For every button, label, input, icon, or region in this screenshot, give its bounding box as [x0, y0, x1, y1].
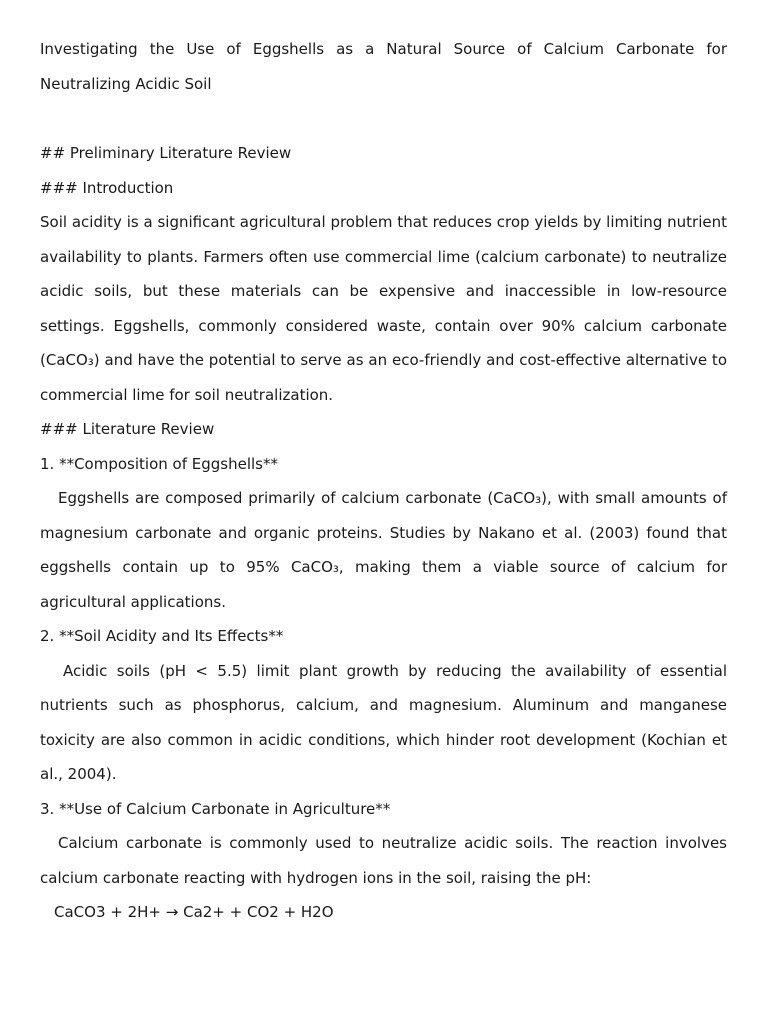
- section-3-heading: 3. **Use of Calcium Carbonate in Agriculture**: [40, 799, 391, 818]
- reaction-equation: CaCO3 + 2H+ → Ca2+ + CO2 + H2O: [54, 903, 334, 921]
- document-page: [40, 32, 727, 930]
- section-1-body: Eggshells are composed primarily of calcium carbonate (CaCO₃), with small amounts of magnesium carbonate and organic proteins. Studies by Nakano et al. (2003) found that eggshells contain up to 95% CaCO₃, making them a viable source of calcium for agricultural applications.: [40, 489, 727, 611]
- heading-literature-review: ### Literature Review: [40, 420, 215, 438]
- introduction-paragraph: Soil acidity is a significant agricultural problem that reduces crop yields by limiting nutrient availability to plants. Farmers often use commercial lime (calcium carbonate) to neutralize acidic soils, but these materials can be expensive and inaccessible in low-resource settings. Eggshells, commonly considered waste, contain over 90% calcium carbonate (CaCO₃) and have the potential to serve as an eco-friendly and cost-effective alternative to commercial lime for soil neutralization.: [40, 213, 727, 404]
- section-3-body: Calcium carbonate is commonly used to neutralize acidic soils. The reaction involves calcium carbonate reacting with hydrogen ions in the soil, raising the pH:: [40, 834, 727, 887]
- section-1-heading: 1. **Composition of Eggshells**: [40, 454, 278, 473]
- section-2-heading: 2. **Soil Acidity and Its Effects**: [40, 627, 284, 645]
- document-title: Investigating the Use of Eggshells as a Natural Source of Calcium Carbonate for Neutralizing Acidic Soil: [40, 40, 727, 93]
- heading-preliminary-literature-review: ## Preliminary Literature Review: [40, 144, 292, 162]
- heading-introduction: ### Introduction: [40, 178, 174, 197]
- section-2-body: Acidic soils (pH < 5.5) limit plant growth by reducing the availability of essential nutrients such as phosphorus, calcium, and magnesium. Aluminum and manganese toxicity are also common in acidic conditions, which hinder root development (Kochian et al., 2004).: [40, 661, 727, 783]
- blank-line: [40, 102, 727, 136]
